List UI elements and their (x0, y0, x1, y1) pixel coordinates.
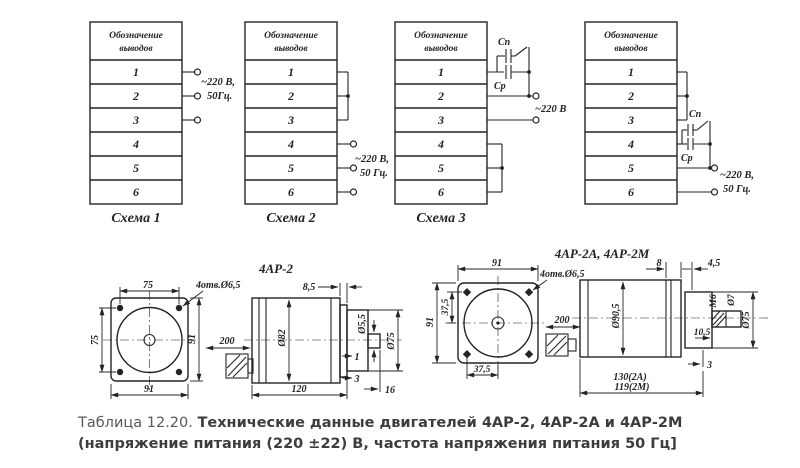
schema-1-label: Схема 1 (111, 211, 161, 226)
schema-3-label: Схема 3 (416, 211, 466, 226)
caption-table-number: Таблица 12.20. (78, 415, 193, 431)
terminal-number: 3 (438, 113, 444, 127)
dim-body-diameter: Ø90,5 (611, 303, 622, 329)
schema-3-jumper (487, 144, 504, 192)
motor-right-title: 4АР-2А, 4АР-2М (554, 246, 650, 261)
start-capacitor-label: Сп (689, 109, 702, 120)
terminal-number: 2 (133, 89, 139, 103)
dim-gap: 8,5 (302, 282, 316, 293)
table-caption (78, 413, 778, 455)
terminal-number: 3 (288, 113, 294, 127)
terminal-number: 3 (133, 113, 139, 127)
terminals-header-line2: выводов (119, 44, 153, 54)
motor-4ar2-drawing (90, 261, 403, 399)
mounting-holes-note: 4отв.Ø6,5 (196, 280, 241, 291)
dim-length-2m: 119(2М) (614, 382, 650, 393)
run-capacitor-label: Ср (681, 153, 693, 164)
terminals-header-line1: Обозначение (264, 31, 318, 41)
supply-frequency-label: 50Гц. (207, 91, 233, 102)
schema-2-wires (337, 141, 357, 195)
terminals-header-line2: выводов (424, 44, 458, 54)
motor-4ar2a-2m-drawing (425, 246, 768, 397)
terminals-header-line2: выводов (274, 44, 308, 54)
supply-frequency-label: 50 Гц. (723, 184, 751, 195)
supply-voltage-label: ~220 В, (720, 170, 754, 181)
terminal-number: 4 (438, 137, 444, 151)
cable-length-dim: 200 (219, 336, 235, 347)
terminal-number: 4 (628, 137, 634, 151)
dim-shaft-diameter: Ø5,5 (357, 314, 368, 334)
terminal-number: 1 (133, 65, 139, 79)
terminals-header-line2: выводов (614, 44, 648, 54)
terminal-number: 6 (133, 185, 139, 199)
dim-body-diameter: Ø82 (277, 329, 288, 347)
dim-shaft-diameter: Ø7 (727, 294, 737, 306)
dim-flange-height: 91 (187, 334, 198, 344)
dim-boss-diameter: Ø75 (386, 332, 397, 350)
motor-left-front-view (90, 280, 240, 399)
run-capacitor-label: Ср (494, 81, 506, 92)
motor-right-side-view (572, 258, 768, 397)
supply-voltage-label: ~220 В, (355, 154, 389, 165)
motor-left-side-view (244, 282, 403, 399)
motor-left-cable (206, 336, 253, 378)
dim-half-spacing-h: 37,5 (473, 365, 491, 375)
dim-body-length: 120 (291, 384, 307, 395)
terminal-number: 6 (288, 185, 294, 199)
terminal-number: 5 (438, 161, 444, 175)
terminal-number: 2 (628, 89, 634, 103)
caption-title-text: Технические данные двигателей 4АР-2, 4АР-2А и 4АР-2М (напряжение питания (220 ±22) В, частота напряжения питания 50 Гц] (78, 415, 683, 452)
terminal-number: 1 (288, 65, 294, 79)
terminal-number: 6 (438, 185, 444, 199)
dim-boss-offset: 4,5 (707, 258, 721, 269)
schema-4 (585, 22, 754, 204)
terminals-header-line1: Обозначение (604, 31, 658, 41)
supply-frequency-label: 50 Гц. (360, 168, 388, 179)
schema-3-wires (487, 93, 539, 123)
schema-3 (395, 22, 566, 226)
supply-voltage-label: ~220 В, (201, 77, 235, 88)
dim-endcap: 8 (656, 258, 662, 269)
terminals-header-line1: Обозначение (414, 31, 468, 41)
cable-length-dim: 200 (554, 315, 570, 326)
schema-2 (245, 22, 389, 226)
dim-flange-height: 91 (425, 317, 436, 327)
dim-hole-spacing-h: 75 (143, 280, 153, 291)
terminals-header-line1: Обозначение (109, 31, 163, 41)
dim-step-1: 1 (354, 352, 360, 363)
dim-flange-width: 91 (144, 384, 154, 395)
terminal-number: 5 (288, 161, 294, 175)
schema-4-wires (677, 165, 718, 195)
dim-length-2a: 130(2А) (613, 372, 647, 383)
schema-1 (90, 22, 235, 226)
terminal-number: 2 (438, 89, 444, 103)
terminal-number: 3 (628, 113, 634, 127)
supply-voltage-label: ~220 В (535, 104, 567, 115)
terminal-number: 1 (628, 65, 634, 79)
dim-boss-diameter: Ø75 (741, 311, 752, 329)
schema-2-label: Схема 2 (266, 211, 316, 226)
start-capacitor-label: Сп (498, 37, 511, 48)
dim-step-3: 3 (707, 360, 712, 371)
dim-thread-size: М6 (709, 294, 719, 308)
dim-step-3: 3 (354, 374, 360, 385)
motor-left-title: 4АР-2 (259, 261, 293, 276)
schema-1-wires (182, 69, 201, 123)
terminal-number: 1 (438, 65, 444, 79)
terminal-number: 5 (628, 161, 634, 175)
dim-half-spacing-v: 37,5 (441, 298, 451, 316)
terminal-number: 5 (133, 161, 139, 175)
dim-thread-length: 10,5 (693, 328, 711, 338)
dim-shaft-length: 16 (385, 385, 395, 396)
mounting-holes-note: 4отв.Ø6,5 (540, 269, 585, 280)
dim-hole-spacing-v: 75 (90, 335, 101, 345)
schema-4-jumper (677, 72, 689, 120)
schema-2-jumper (337, 72, 350, 120)
terminal-number: 4 (133, 137, 139, 151)
terminal-number: 2 (288, 89, 294, 103)
terminal-number: 6 (628, 185, 634, 199)
dim-flange-width: 91 (492, 258, 502, 269)
motor-right-cable (546, 315, 580, 356)
terminal-number: 4 (288, 137, 294, 151)
